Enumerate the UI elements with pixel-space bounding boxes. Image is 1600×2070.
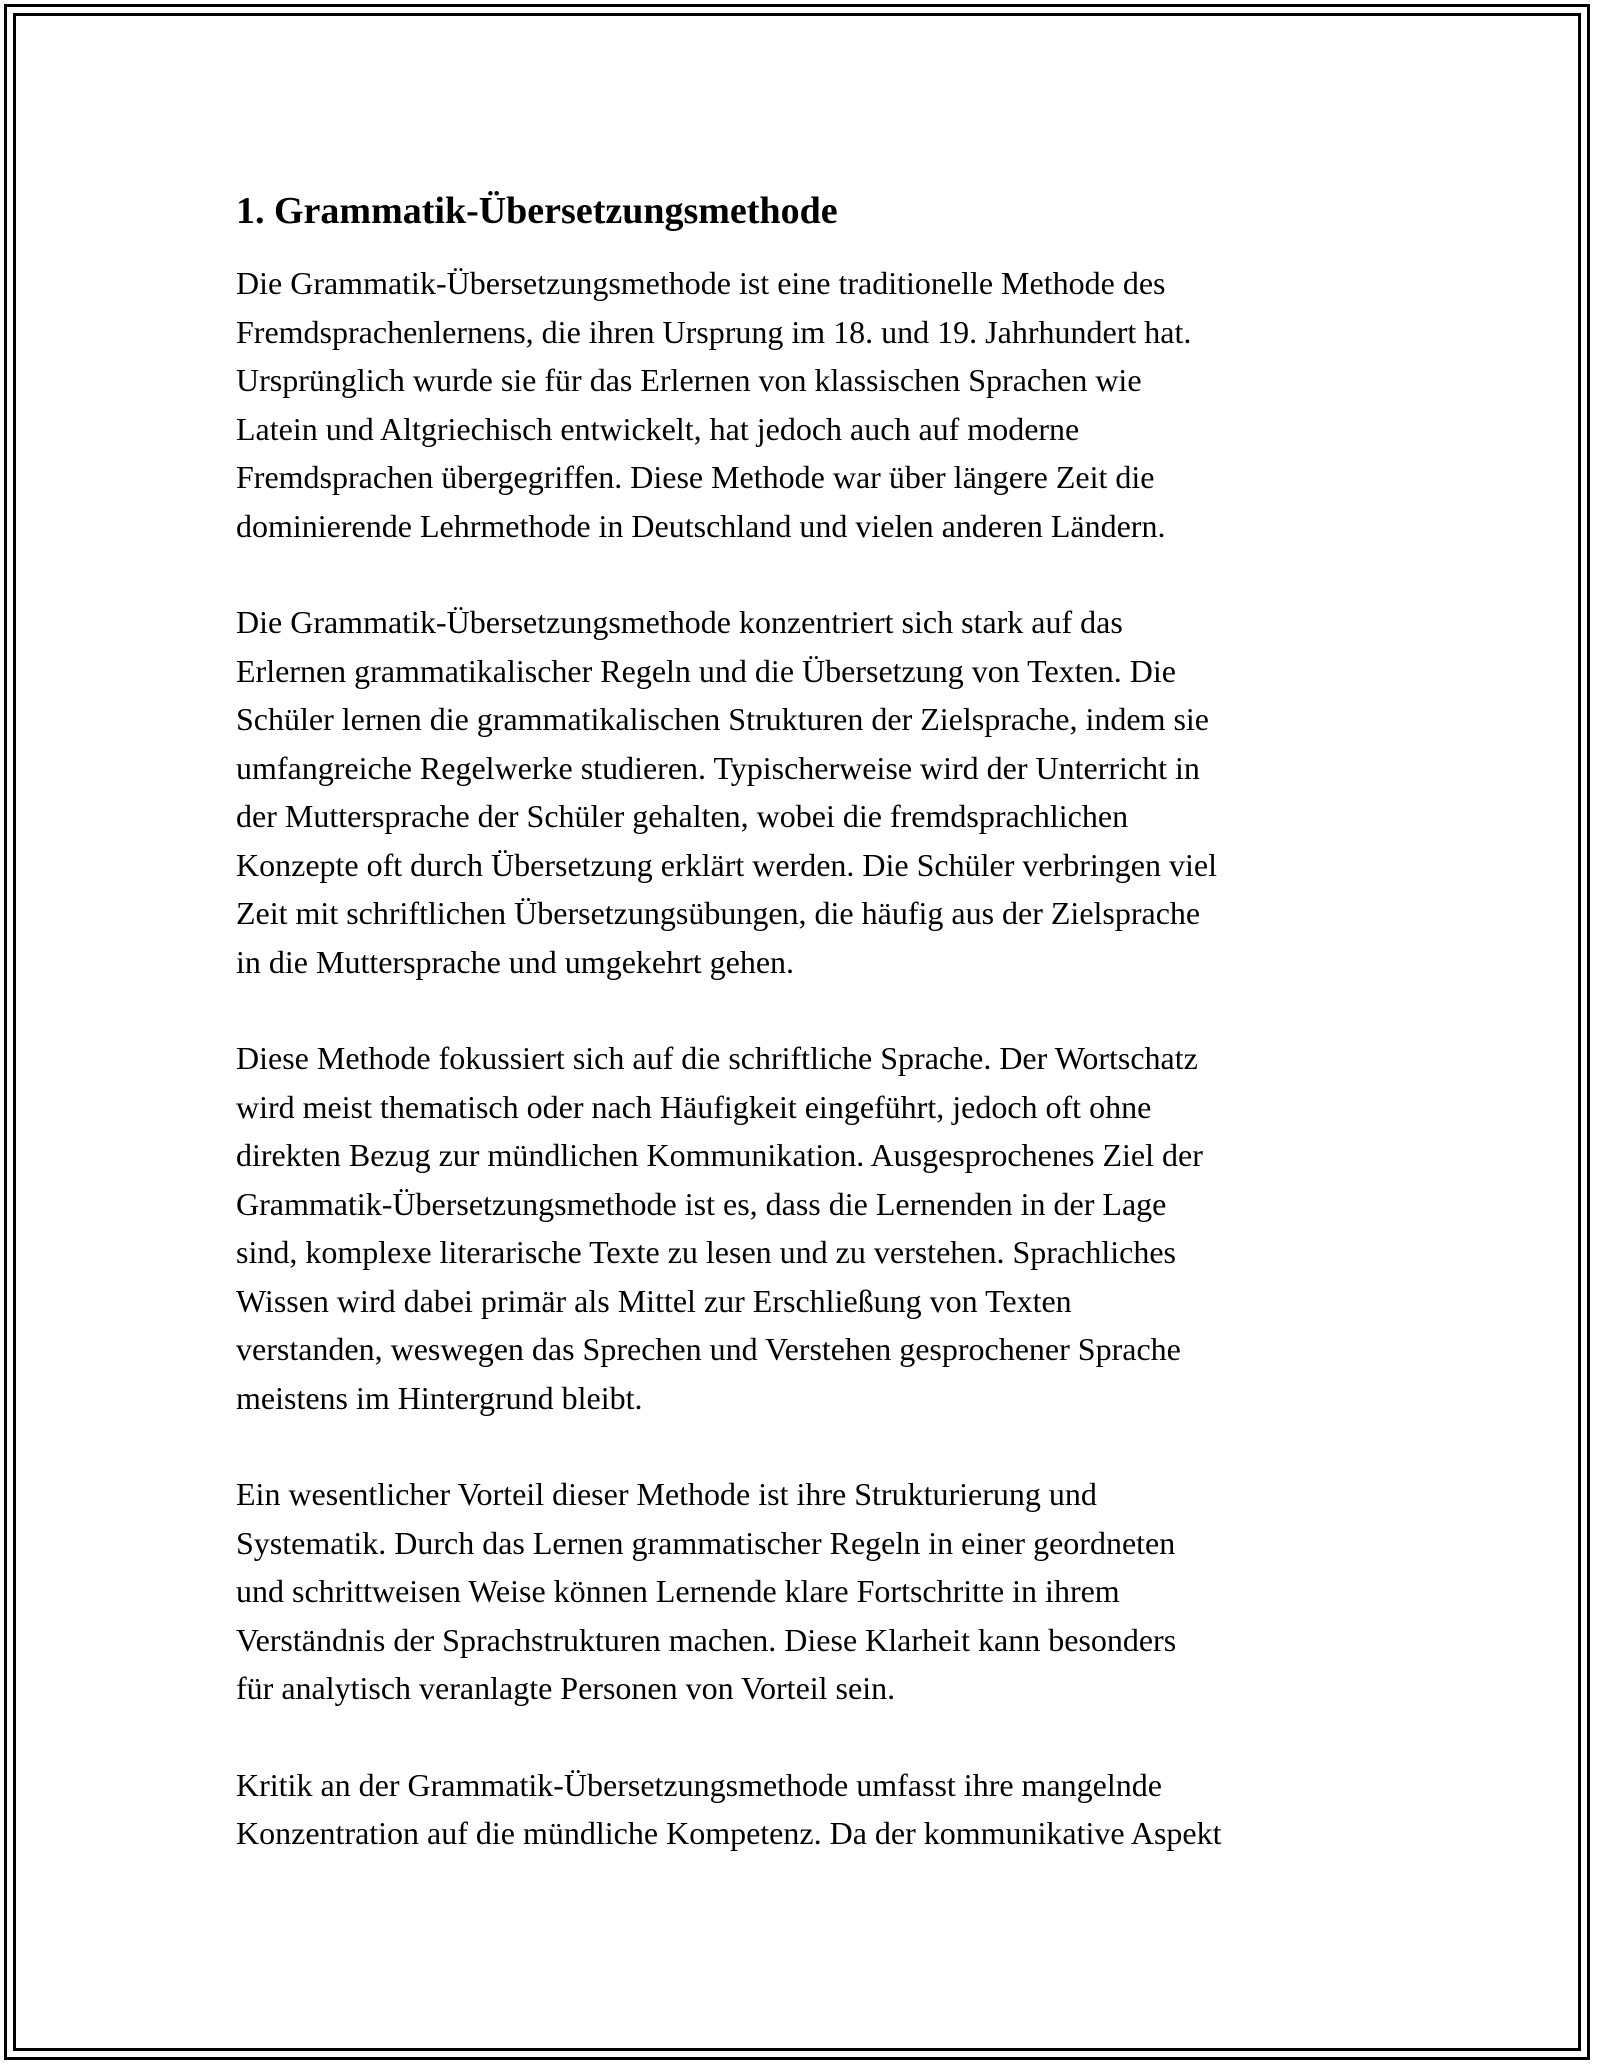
paragraph-line: in die Muttersprache und umgekehrt gehen. (236, 943, 795, 980)
paragraph-line: Ein wesentlicher Vorteil dieser Methode ist ihre Strukturierung und (236, 1476, 1097, 1512)
paragraph-line: Konzepte oft durch Übersetzung erklärt werden. Die Schüler verbringen viel (236, 846, 1217, 883)
paragraph-line: Zeit mit schriftlichen Übersetzungsübungen, die häufig aus der Zielsprache (236, 895, 1201, 931)
paragraph-line: Fremdsprachen übergegriffen. Diese Methode war über längere Zeit die (236, 459, 1155, 495)
paragraph-line: Grammatik-Übersetzungsmethode ist es, dass die Lernenden in der Lage (236, 1185, 1167, 1222)
paragraph-line: meistens im Hintergrund bleibt. (236, 1379, 643, 1416)
paragraph-line: Die Grammatik-Übersetzungsmethode konzentriert sich stark auf das (236, 604, 1123, 640)
paragraph-line: Kritik an der Grammatik-Übersetzungsmethode umfasst ihre mangelnde (236, 1766, 1162, 1803)
paragraph-line: direkten Bezug zur mündlichen Kommunikation. Ausgesprochenes Ziel der (236, 1137, 1203, 1173)
paragraph (236, 1034, 1386, 1422)
paragraph (236, 259, 1386, 550)
paragraph-line: Erlernen grammatikalischer Regeln und die Übersetzung von Texten. Die (236, 652, 1176, 689)
paragraph (236, 1470, 1386, 1713)
paragraph-line: umfangreiche Regelwerke studieren. Typischerweise wird der Unterricht in (236, 749, 1200, 786)
paragraph-line: Wissen wird dabei primär als Mittel zur Erschließung von Texten (236, 1282, 1072, 1319)
paragraph-list (236, 259, 1386, 1858)
paragraph-line: Schüler lernen die grammatikalischen Strukturen der Zielsprache, indem sie (236, 701, 1209, 737)
paragraph-line: und schrittweisen Weise können Lernende klare Fortschritte in ihrem (236, 1573, 1120, 1609)
paragraph-line: Die Grammatik-Übersetzungsmethode ist eine traditionelle Methode des (236, 265, 1166, 301)
paragraph-line: dominierende Lehrmethode in Deutschland und vielen anderen Ländern. (236, 507, 1166, 544)
section-heading: 1. Grammatik-Übersetzungsmethode (236, 190, 838, 232)
paragraph-line: Konzentration auf die mündliche Kompetenz. Da der kommunikative Aspekt (236, 1815, 1222, 1851)
paragraph-line: Fremdsprachenlernens, die ihren Ursprung im 18. und 19. Jahrhundert hat. (236, 313, 1192, 350)
paragraph-line: Latein und Altgriechisch entwickelt, hat jedoch auch auf moderne (236, 410, 1080, 447)
paragraph (236, 1761, 1386, 1858)
paragraph-line: sind, komplexe literarische Texte zu lesen und zu verstehen. Sprachliches (236, 1234, 1176, 1270)
paragraph-line: der Muttersprache der Schüler gehalten, wobei die fremdsprachlichen (236, 798, 1129, 834)
paragraph-line: Systematik. Durch das Lernen grammatischer Regeln in einer geordneten (236, 1524, 1176, 1561)
paragraph-line: Ursprünglich wurde sie für das Erlernen von klassischen Sprachen wie (236, 362, 1142, 398)
document-body (236, 186, 1386, 1906)
paragraph-line: für analytisch veranlagte Personen von Vorteil sein. (236, 1670, 896, 1706)
paragraph-line: Diese Methode fokussiert sich auf die schriftliche Sprache. Der Wortschatz (236, 1040, 1198, 1076)
paragraph-line: wird meist thematisch oder nach Häufigkeit eingeführt, jedoch oft ohne (236, 1088, 1152, 1125)
paragraph-line: Verständnis der Sprachstrukturen machen. Diese Klarheit kann besonders (236, 1621, 1177, 1658)
paragraph-line: verstanden, weswegen das Sprechen und Verstehen gesprochener Sprache (236, 1331, 1181, 1367)
paragraph (236, 598, 1386, 986)
